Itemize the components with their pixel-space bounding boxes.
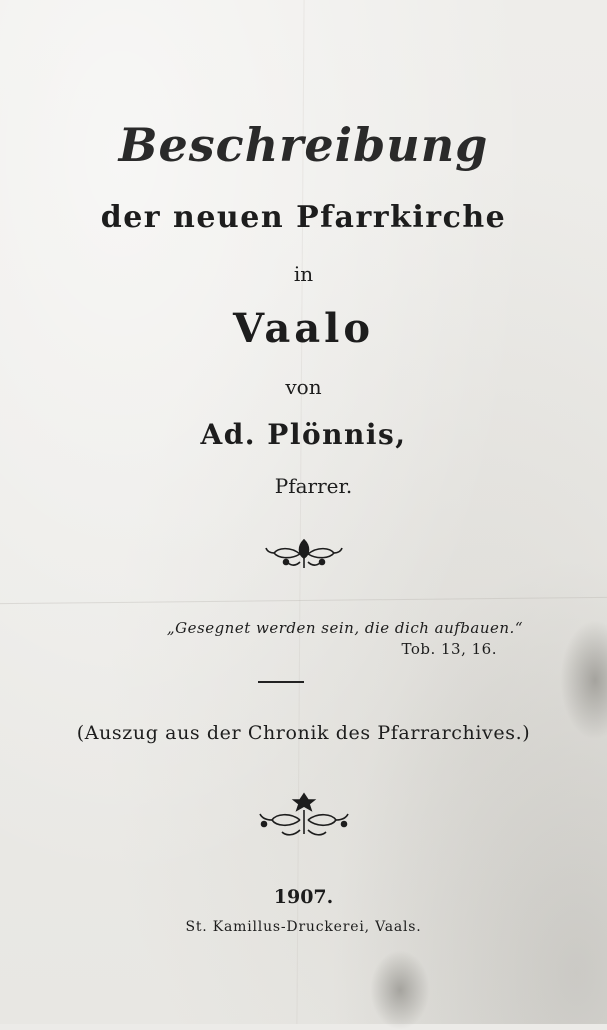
author-role: Pfarrer. [274,474,353,498]
bible-quote: „Gesegnet werden sein, die dich aufbauen.“ [166,619,523,637]
paper-stain [370,950,430,1030]
preposition-von: von [285,375,322,399]
floral-ornament-icon [0,536,607,570]
excerpt-note: (Auszug aus der Chronik des Pfarrarchives.) [76,722,531,744]
vignette-ornament-icon [0,790,607,838]
divider-rule [258,681,304,683]
printer-name: St. Kamillus-Druckerei, Vaals. [185,919,422,935]
document-title: Beschreibung [118,118,489,172]
place-name: Vaalo [232,305,375,352]
publication-year: 1907. [273,886,334,908]
preposition-in: in [293,262,314,286]
document-subtitle: der neuen Pfarrkirche [100,200,507,235]
author-name: Ad. Plönnis, [200,418,407,451]
bible-reference: Tob. 13, 16. [401,640,497,658]
paper-crease [0,597,607,604]
